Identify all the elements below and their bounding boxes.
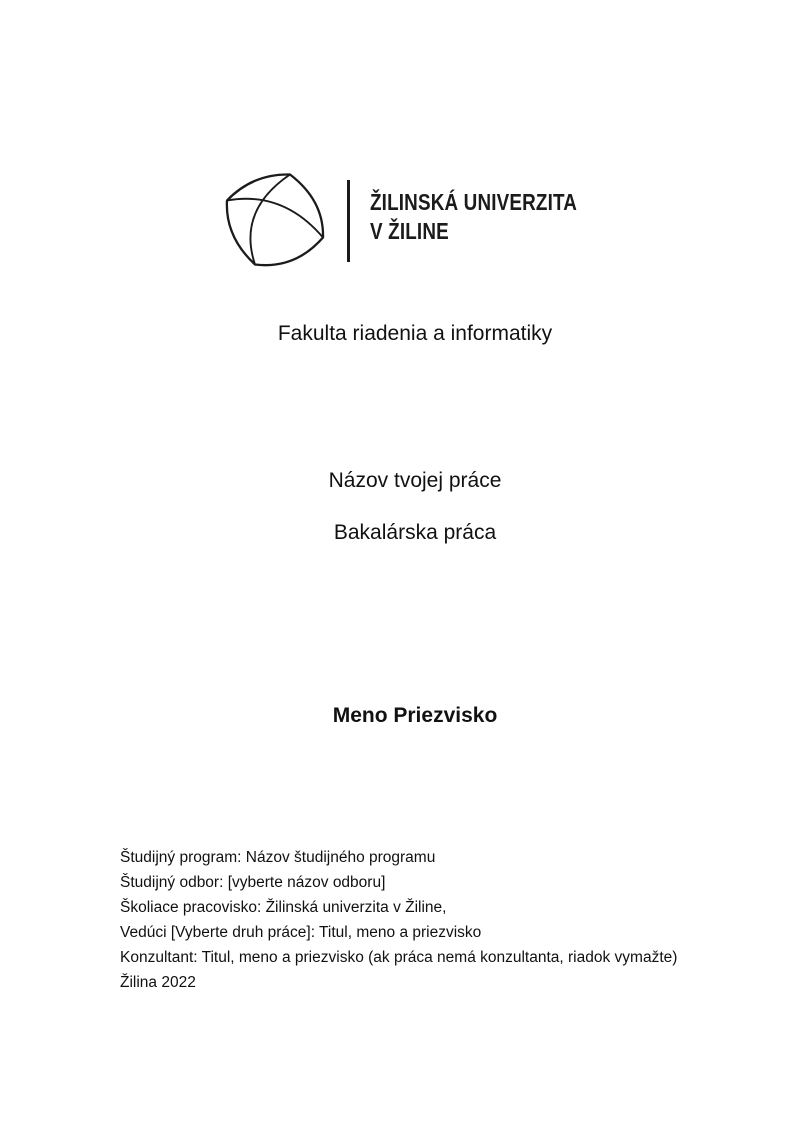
detail-study-program: Študijný program: Názov študijného programu [120,849,436,866]
logo-divider [347,180,350,262]
author-name: Meno Priezvisko [332,704,498,727]
university-name-line1: ŽILINSKÁ UNIVERZITA [370,189,578,215]
university-wordmark [370,188,577,246]
uniza-star-icon [225,170,325,267]
university-name-line2: V ŽILINE [370,218,449,244]
thesis-title: Názov tvojej práce [328,469,502,492]
detail-workplace: Školiace pracovisko: Žilinská univerzita v Žiline, [120,899,447,916]
detail-supervisor: Vedúci [Vyberte druh práce]: Titul, meno a priezvisko [120,924,482,941]
detail-consultant: Konzultant: Titul, meno a priezvisko (ak práca nemá konzultanta, riadok vymažte) [120,949,678,966]
faculty-title: Fakulta riadenia a informatiky [277,322,553,345]
university-logo [225,170,625,270]
detail-study-field: Študijný odbor: [vyberte názov odboru] [120,874,386,891]
thesis-details [120,845,720,995]
thesis-type: Bakalárska práca [333,521,497,544]
detail-city-year: Žilina 2022 [120,974,196,991]
